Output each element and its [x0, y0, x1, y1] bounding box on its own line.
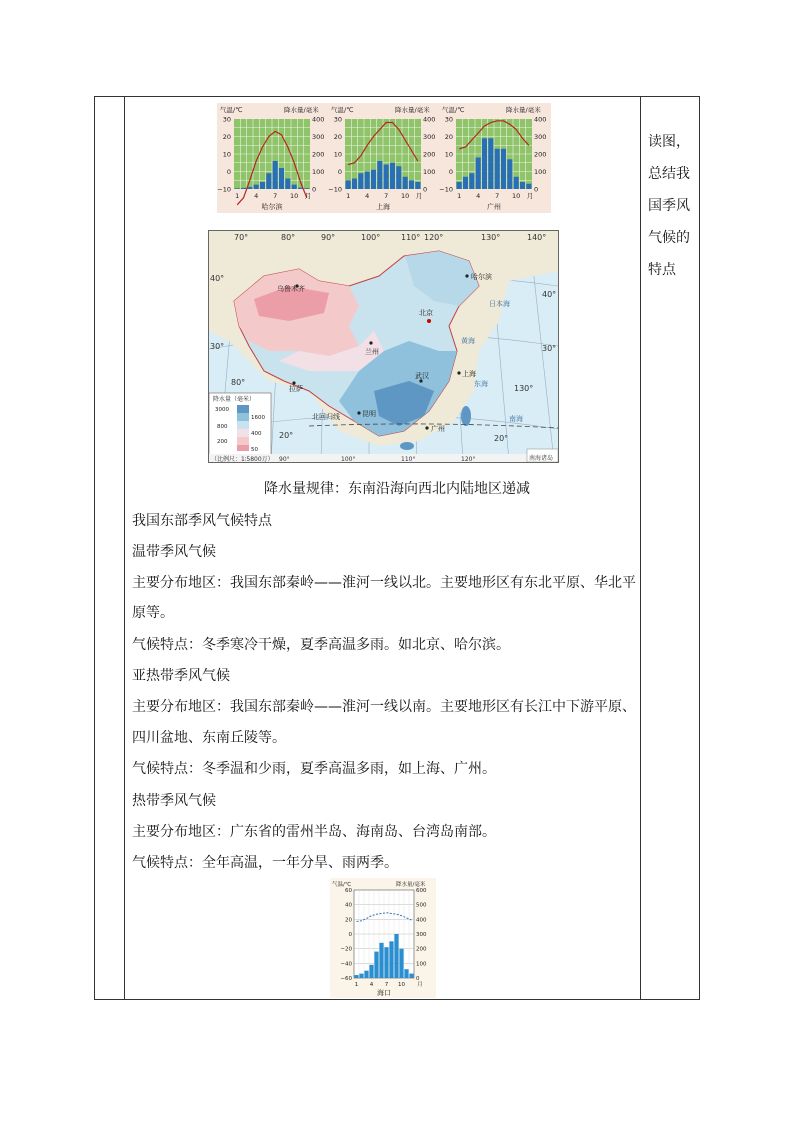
map-city-label: 拉萨 [289, 385, 303, 393]
map-lat-label: 20° [279, 431, 294, 440]
side-note-line: 气候的 [648, 230, 690, 246]
side-note-line: 总结我 [648, 166, 690, 182]
precip-tick-label: 400 [423, 115, 436, 124]
map-bottom-lon: 100° [341, 456, 356, 462]
temp-tick-label: −10 [328, 185, 342, 194]
city-name: 广州 [487, 203, 501, 211]
map-legend-value: 50 [251, 447, 258, 453]
month-tick-label: 月 [415, 192, 423, 200]
precip-bar [254, 185, 259, 189]
month-tick-label: 10 [401, 192, 410, 200]
map-city-label: 上海 [462, 370, 476, 378]
precip-bar [409, 180, 414, 189]
precip-bar [354, 975, 358, 978]
precip-bar [364, 971, 368, 978]
map-city-label: 广州 [431, 425, 445, 433]
precip-bar [346, 180, 351, 189]
month-tick-label: 10 [398, 982, 405, 988]
precip-tick-label: 100 [312, 168, 325, 176]
paragraph-line: 四川盆地、东南丘陵等。 [132, 730, 286, 746]
map-sea-label: 黄海 [461, 337, 475, 345]
map-bottom-lon: 90° [279, 456, 290, 462]
map-legend-title: 降水量（毫米） [213, 396, 256, 403]
precip-bar [403, 177, 408, 189]
map-lat-label: 30° [210, 342, 225, 351]
map-bottom-lon: 110° [401, 456, 416, 462]
map-lat-label: 80° [231, 378, 246, 387]
side-note-line: 读图， [648, 134, 690, 150]
precip-bar [374, 952, 378, 978]
month-tick-label: 4 [365, 192, 370, 200]
month-tick-label: 10 [290, 192, 299, 200]
column-divider [124, 97, 125, 999]
precip-tick-label: 300 [423, 133, 436, 141]
precip-tick-label: 400 [534, 115, 547, 124]
map-lat-label: 20° [494, 434, 509, 443]
precip-bar [389, 941, 393, 978]
precip-bar [273, 161, 278, 189]
precip-tick-label: 300 [534, 133, 547, 141]
paragraph-line: 气候特点：冬季温和少雨，夏季高温多雨，如上海、广州。 [132, 761, 496, 777]
map-lat-label: 40° [210, 274, 225, 283]
temp-axis-title: 气温/℃ [442, 106, 465, 114]
temp-tick-label: 10 [222, 150, 231, 159]
precip-tick-label: 200 [423, 150, 436, 159]
precip-tick-label: 400 [312, 115, 325, 124]
precip-tick-label: 500 [416, 902, 427, 909]
precip-bar [390, 163, 395, 189]
side-note-line: 特点 [648, 262, 676, 278]
map-city-label: 昆明 [362, 410, 376, 418]
climate-charts-figure [217, 103, 551, 213]
map-legend-value: 400 [251, 431, 262, 437]
paragraph-line: 气候特点：冬季寒冷干燥，夏季高温多雨。如北京、哈尔滨。 [132, 637, 510, 653]
precip-bar [399, 949, 403, 978]
paragraph-line: 主要分布地区：我国东部秦岭——淮河一线以北。主要地形区有东北平原、华北平 [132, 575, 636, 591]
precip-bar [526, 184, 531, 189]
temp-tick-label: 20 [444, 133, 453, 141]
precip-tick-label: 200 [416, 946, 427, 953]
map-legend-value: 200 [217, 439, 228, 445]
map-sea-label: 日本海 [489, 300, 510, 308]
temp-tick-label: −60 [340, 976, 352, 982]
precip-bar [463, 177, 468, 189]
map-city-label: 武汉 [415, 372, 429, 380]
precip-tick-label: 300 [312, 133, 325, 141]
map-lon-label: 90° [321, 233, 336, 242]
precip-bar [247, 187, 252, 189]
precip-bar [404, 969, 408, 978]
temp-axis-title: 气温/℃ [331, 106, 354, 114]
precip-bar [495, 149, 500, 189]
precip-bar [371, 170, 376, 189]
precip-bar [266, 173, 271, 189]
precip-bar [415, 182, 420, 189]
precip-bar [358, 173, 363, 189]
month-tick-label: 1 [457, 192, 462, 200]
temp-tick-label: 0 [448, 168, 453, 176]
map-legend-value: 1600 [251, 415, 265, 421]
map-city-label: 哈尔滨 [471, 273, 492, 281]
city-name: 上海 [376, 203, 390, 211]
map-lon-label: 130° [481, 233, 501, 242]
section-heading: 我国东部季风气候特点 [132, 513, 272, 529]
precip-bar [279, 168, 284, 189]
precip-bar [377, 161, 382, 189]
precip-bar [241, 188, 246, 189]
paragraph-line: 主要分布地区：广东省的雷州半岛、海南岛、台湾岛南部。 [132, 824, 496, 840]
haikou-climate-chart [330, 878, 436, 998]
precip-axis-title: 降水量/毫米 [395, 106, 430, 114]
temp-tick-label: 30 [444, 115, 453, 124]
map-city-label: 乌鲁木齐 [277, 285, 305, 293]
map-bottom-lon: 120° [461, 456, 476, 462]
precip-bar [488, 138, 493, 189]
map-city-label: 兰州 [365, 348, 379, 356]
side-note-line: 国季风 [648, 198, 690, 214]
month-tick-label: 4 [369, 982, 374, 988]
precip-bar [365, 172, 370, 190]
month-tick-label: 1 [346, 192, 351, 200]
temp-tick-label: −40 [340, 961, 352, 968]
map-inset-label: 南海诸岛 [529, 455, 554, 462]
precip-tick-label: 100 [423, 168, 436, 176]
map-caption: 降水量规律：东南沿海向西北内陆地区递减 [264, 481, 530, 497]
month-tick-label: 月 [304, 192, 312, 200]
precip-bar [379, 943, 383, 978]
precip-tick-label: 200 [534, 150, 547, 159]
precip-bar [396, 166, 401, 189]
precip-axis-title: 降水量/毫米 [506, 106, 541, 114]
month-tick-label: 10 [512, 192, 521, 200]
column-divider [640, 97, 641, 999]
subsection-heading: 温带季风气候 [132, 544, 216, 560]
temp-tick-label: 60 [345, 888, 352, 894]
map-sea-label: 东海 [474, 380, 488, 388]
precip-tick-label: 100 [416, 961, 427, 968]
precip-bar [501, 149, 506, 189]
temp-tick-label: 0 [226, 168, 231, 176]
temp-tick-label: 30 [333, 115, 342, 124]
precip-tick-label: 0 [312, 185, 317, 194]
city-name: 海口 [377, 989, 391, 997]
temp-tick-label: 30 [222, 115, 231, 124]
temp-tick-label: 20 [345, 917, 352, 924]
precip-bar [520, 182, 525, 189]
temp-tick-label: 0 [348, 932, 352, 938]
temp-axis-title: 气温/℃ [332, 882, 352, 888]
precip-bar [352, 179, 357, 190]
precip-bar [482, 138, 487, 189]
side-note [648, 126, 692, 286]
temp-tick-label: 20 [333, 133, 342, 141]
paragraph-line: 气候特点：全年高温，一年分旱、雨两季。 [132, 855, 398, 871]
precip-bar [369, 965, 373, 978]
map-lat-label: 130° [514, 384, 534, 393]
paragraph-line: 主要分布地区：我国东部秦岭——淮河一线以南。主要地形区有长江中下游平原、 [132, 699, 636, 715]
precip-bar [285, 179, 290, 190]
month-tick-label: 7 [495, 192, 500, 200]
precip-bar [514, 177, 519, 189]
month-tick-label: 1 [235, 192, 240, 200]
city-name: 哈尔滨 [261, 203, 283, 211]
map-lat-label: 40° [542, 290, 557, 299]
month-tick-label: 1 [354, 982, 359, 988]
map-legend-value: 800 [217, 424, 228, 430]
temp-tick-label: 20 [222, 133, 231, 141]
map-lon-label: 70° [234, 233, 249, 242]
precip-bar [260, 182, 265, 189]
precip-bar [235, 188, 240, 189]
temp-tick-label: 40 [345, 902, 352, 909]
temp-tick-label: 0 [337, 168, 342, 176]
map-sea-label: 南海 [509, 415, 523, 423]
month-tick-label: 4 [254, 192, 259, 200]
precip-tick-label: 0 [423, 185, 428, 194]
month-tick-label: 7 [384, 192, 389, 200]
temp-tick-label: −10 [217, 185, 231, 194]
month-tick-label: 月 [526, 192, 534, 200]
map-lat-label: 30° [542, 344, 557, 353]
precip-axis-title: 降水量/毫米 [284, 106, 319, 114]
precip-axis-title: 降水量/毫米 [396, 882, 426, 888]
precip-tick-label: 300 [416, 932, 427, 938]
precip-bar [384, 947, 388, 978]
temp-tick-label: −10 [439, 185, 453, 194]
month-tick-label: 4 [476, 192, 481, 200]
precipitation-map-svg [209, 231, 558, 462]
precip-bar [507, 159, 512, 189]
month-tick-label: 7 [384, 982, 389, 988]
precip-tick-label: 100 [534, 168, 547, 176]
precip-bar [476, 158, 481, 190]
map-lon-label: 110° [401, 233, 421, 242]
precip-tick-label: 600 [416, 888, 427, 894]
temp-tick-label: 10 [333, 150, 342, 159]
map-tropic-label: 北回归线 [312, 413, 340, 421]
paragraph-line: 原等。 [132, 605, 174, 621]
precip-bar [292, 185, 297, 189]
temp-axis-title: 气温/℃ [220, 106, 243, 114]
precip-tick-label: 200 [312, 150, 325, 159]
precip-bar [384, 165, 389, 190]
map-lon-label: 140° [527, 233, 547, 242]
precip-bar [394, 934, 398, 978]
precip-tick-label: 400 [416, 917, 427, 924]
map-lon-label: 100° [361, 233, 381, 242]
precip-bar [359, 974, 363, 978]
subsection-heading: 热带季风气候 [132, 793, 216, 809]
map-legend-value: 3000 [215, 407, 229, 413]
precip-bar [304, 188, 309, 189]
map-city-label: 北京 [419, 309, 433, 317]
precip-tick-label: 0 [534, 185, 539, 194]
month-tick-label: 月 [417, 982, 423, 988]
map-lon-label: 120° [424, 233, 444, 242]
climate-charts-svg [217, 103, 551, 213]
precipitation-map [208, 230, 559, 463]
map-scale: （比例尺：1∶5800万） [211, 456, 274, 462]
haikou-chart-svg [330, 878, 436, 998]
precip-bar [409, 974, 413, 978]
precip-bar [457, 182, 462, 189]
precip-tick-label: 0 [416, 976, 420, 982]
subsection-heading: 亚热带季风气候 [132, 668, 230, 684]
map-lon-label: 80° [281, 233, 296, 242]
temp-tick-label: 10 [444, 150, 453, 159]
month-tick-label: 7 [273, 192, 278, 200]
temp-tick-label: −20 [340, 946, 352, 953]
precip-bar [469, 173, 474, 189]
